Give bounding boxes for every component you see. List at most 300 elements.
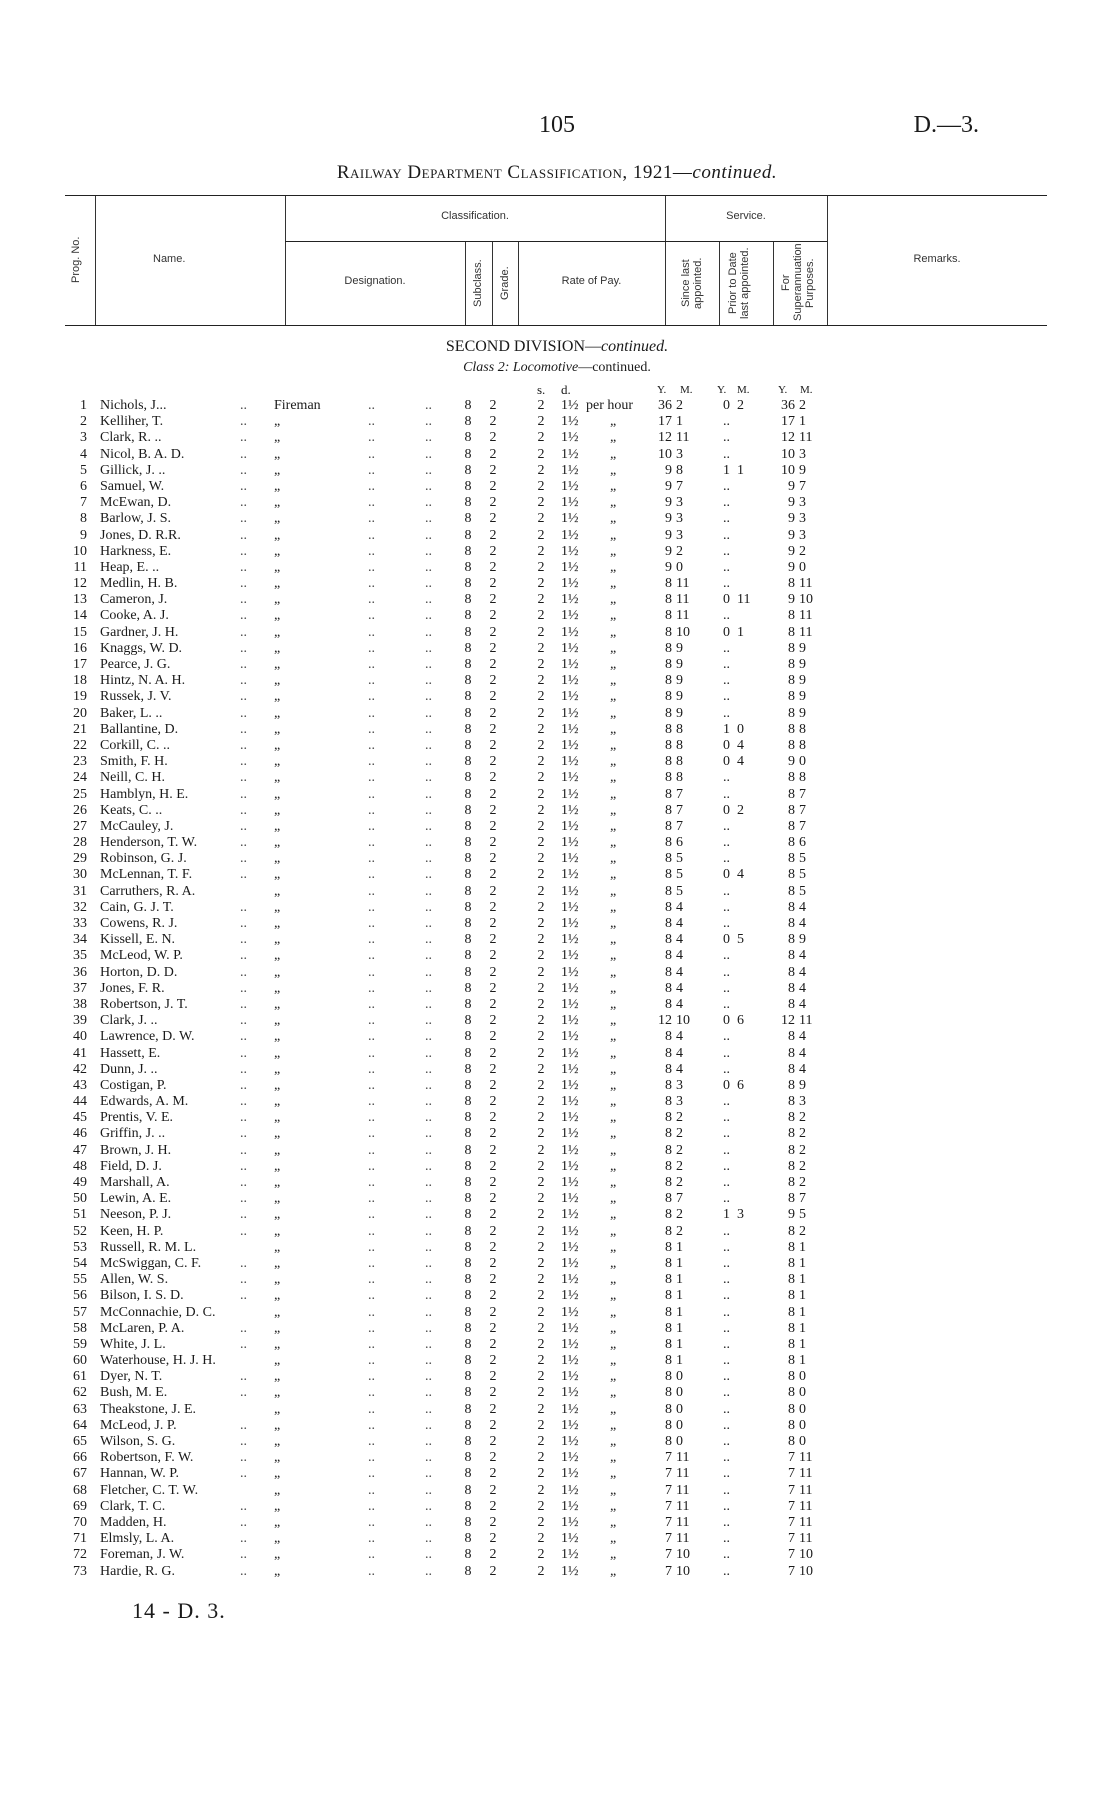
table-row [0,1385,1114,1401]
pay-unit-cell: „ [610,1142,617,1158]
pay-pence-cell: 1½ [561,754,579,770]
prior-years-cell: 0 [723,398,730,413]
pay-unit-cell: „ [610,1450,617,1466]
pay-unit-cell: „ [610,1239,617,1255]
prog-no-cell: 43 [73,1077,87,1093]
subclass-cell: 8 [464,527,472,543]
leader-dots: .. [368,1482,375,1498]
leader-dots: .. [425,1304,432,1320]
super-months-cell: 0 [799,1385,806,1401]
grade-cell: 2 [489,1514,497,1530]
prog-no-cell: 63 [73,1401,87,1417]
prog-no-cell: 23 [73,754,87,770]
since-years-cell: 7 [665,1514,672,1530]
since-years-cell: 8 [665,1385,672,1401]
grade-cell: 2 [489,1531,497,1547]
prior-years-cell: .. [723,1482,730,1498]
prog-no-cell: 9 [80,527,87,543]
table-row [0,867,1114,883]
since-years-cell: 8 [665,1288,672,1304]
since-months-cell: 1 [676,1272,683,1288]
leader-dots: .. [368,414,375,430]
grade-cell: 2 [489,1142,497,1158]
since-months-cell: 2 [676,1223,683,1239]
class-heading [0,360,1114,376]
prior-years-cell: .. [723,1175,730,1190]
super-years-cell: 8 [788,1094,795,1110]
leader-dots: .. [240,1126,247,1142]
since-months-cell: 5 [676,883,683,899]
since-months-cell: 8 [676,770,683,786]
table-row [0,1240,1114,1256]
leader-dots: .. [240,948,247,964]
since-years-cell: 7 [665,1547,672,1563]
pay-shillings-cell: 2 [537,624,545,640]
since-years-cell: 8 [665,737,672,753]
pay-pence-cell: 1½ [561,543,579,559]
since-years-cell: 8 [665,624,672,640]
leader-dots: .. [240,576,247,592]
designation-cell: „ [274,1498,281,1514]
super-years-cell: 9 [788,511,795,527]
prior-years-cell: .. [723,1272,730,1288]
pay-pence-cell: 1½ [561,1369,579,1385]
super-years-cell: 36 [781,398,795,413]
prior-years-cell: .. [723,883,730,899]
grade-cell: 2 [489,673,497,689]
designation-cell: „ [274,964,281,980]
since-months-cell: 11 [676,1498,690,1514]
pay-shillings-cell: 2 [537,1336,545,1352]
leader-dots: .. [368,1320,375,1336]
prior-years-cell: .. [723,414,730,430]
subclass-cell: 8 [464,1466,472,1482]
designation-cell: „ [274,1531,281,1547]
leader-dots: .. [425,527,432,543]
super-months-cell: 5 [799,1207,806,1223]
table-row [0,625,1114,641]
super-years-cell: 8 [788,1110,795,1126]
leader-dots: .. [425,867,432,883]
pay-unit-cell: „ [610,1158,617,1174]
unit-years-1: Y. [657,384,667,396]
grade-cell: 2 [489,543,497,559]
prior-years-cell: .. [723,1353,730,1369]
super-years-cell: 8 [788,1320,795,1336]
pay-pence-cell: 1½ [561,818,579,834]
leader-dots: .. [368,462,375,478]
designation-cell: „ [274,1045,281,1061]
subclass-cell: 8 [464,786,472,802]
super-months-cell: 11 [799,576,813,592]
since-months-cell: 5 [676,867,683,883]
table-row [0,1046,1114,1062]
division-continued: continued. [601,338,669,355]
super-years-cell: 8 [788,576,795,592]
pay-unit-cell: „ [610,1191,617,1207]
since-months-cell: 0 [676,1401,683,1417]
pay-shillings-cell: 2 [537,1013,545,1029]
class-continued: —continued. [578,360,651,375]
subclass-cell: 8 [464,1272,472,1288]
leader-dots: .. [368,851,375,867]
leader-dots: .. [240,1547,247,1563]
leader-dots: .. [425,559,432,575]
leader-dots: .. [425,1094,432,1110]
name-cell: McLeod, J. P. [100,1417,177,1433]
leader-dots: .. [368,996,375,1012]
since-years-cell: 9 [665,478,672,494]
name-cell: Wilson, S. G. [100,1434,176,1449]
leader-dots: .. [368,754,375,770]
pay-unit-cell: „ [610,1061,617,1077]
leader-dots: .. [425,1158,432,1174]
prog-no-cell: 2 [80,414,87,430]
table-row [0,641,1114,657]
super-years-cell: 8 [788,1077,795,1093]
prior-years-cell: .. [723,430,730,446]
grade-cell: 2 [489,592,497,608]
grade-cell: 2 [489,737,497,753]
leader-dots: .. [425,1126,432,1142]
super-months-cell: 1 [799,1255,806,1271]
since-years-cell: 9 [665,559,672,575]
since-years-cell: 8 [665,1255,672,1271]
super-months-cell: 0 [799,1369,806,1385]
designation-cell: „ [274,1401,281,1417]
super-years-cell: 8 [788,721,795,737]
pay-unit-cell: „ [610,851,617,867]
leader-dots: .. [425,737,432,753]
super-years-cell: 8 [788,1417,795,1433]
pay-shillings-cell: 2 [537,1514,545,1530]
since-years-cell: 8 [665,754,672,770]
name-cell: Prentis, V. E. [100,1110,173,1126]
prog-no-cell: 8 [80,511,87,527]
since-months-cell: 11 [676,1531,690,1547]
subclass-cell: 8 [464,1158,472,1174]
subclass-cell: 8 [464,1142,472,1158]
pay-unit-cell: „ [610,608,617,624]
pay-shillings-cell: 2 [537,802,545,818]
pay-pence-cell: 1½ [561,1077,579,1093]
since-months-cell: 1 [676,1255,683,1271]
name-cell: Cooke, A. J. [100,608,169,624]
since-months-cell: 7 [676,478,683,494]
subclass-cell: 8 [464,770,472,786]
since-months-cell: 8 [676,754,683,770]
super-months-cell: 4 [799,916,806,931]
grade-cell: 2 [489,1369,497,1385]
pay-shillings-cell: 2 [537,835,545,851]
pay-unit-cell: „ [610,576,617,592]
pay-shillings-cell: 2 [537,705,545,721]
pay-shillings-cell: 2 [537,737,545,753]
pay-unit-cell: „ [610,559,617,575]
prog-no-cell: 71 [73,1531,87,1547]
name-cell: Henderson, T. W. [100,835,198,851]
prior-years-cell: 0 [723,802,730,818]
pay-shillings-cell: 2 [537,1385,545,1401]
table-row [0,560,1114,576]
leader-dots: .. [368,640,375,656]
prog-no-cell: 70 [73,1514,87,1530]
since-years-cell: 8 [665,964,672,980]
since-months-cell: 4 [676,899,683,915]
pay-pence-cell: 1½ [561,996,579,1012]
pay-pence-cell: 1½ [561,737,579,753]
since-years-cell: 36 [658,398,672,413]
pay-shillings-cell: 2 [537,948,545,964]
prior-years-cell: .. [723,446,730,462]
super-months-cell: 10 [799,1547,813,1563]
since-years-cell: 7 [665,1498,672,1514]
pay-shillings-cell: 2 [537,673,545,689]
leader-dots: .. [368,495,375,511]
super-years-cell: 8 [788,624,795,640]
grade-cell: 2 [489,1175,497,1190]
grade-cell: 2 [489,689,497,705]
leader-dots: .. [425,721,432,737]
prog-no-cell: 26 [73,802,87,818]
since-months-cell: 10 [676,624,690,640]
super-years-cell: 8 [788,835,795,851]
pay-unit-cell: „ [610,867,617,883]
leader-dots: .. [368,1094,375,1110]
prog-no-cell: 25 [73,786,87,802]
super-months-cell: 0 [799,1417,806,1433]
designation-cell: „ [274,1353,281,1369]
super-years-cell: 8 [788,851,795,867]
since-years-cell: 9 [665,495,672,511]
table-row [0,1418,1114,1434]
table-row [0,592,1114,608]
prog-no-cell: 48 [73,1158,87,1174]
leader-dots: .. [425,1061,432,1077]
since-months-cell: 10 [676,1013,690,1029]
designation-cell: „ [274,462,281,478]
pay-pence-cell: 1½ [561,1223,579,1239]
designation-cell: „ [274,1288,281,1304]
super-months-cell: 7 [799,478,806,494]
unit-months-2: M. [737,384,750,396]
super-years-cell: 8 [788,1061,795,1077]
leader-dots: .. [240,543,247,559]
super-years-cell: 7 [788,1531,795,1547]
prog-no-cell: 59 [73,1336,87,1352]
pay-shillings-cell: 2 [537,1094,545,1110]
grade-cell: 2 [489,1110,497,1126]
designation-cell: „ [274,414,281,430]
pay-shillings-cell: 2 [537,1401,545,1417]
grade-cell: 2 [489,1385,497,1401]
leader-dots: .. [425,1353,432,1369]
since-years-cell: 7 [665,1531,672,1547]
leader-dots: .. [425,1466,432,1482]
prior-years-cell: .. [723,1029,730,1045]
since-months-cell: 11 [676,1466,690,1482]
table-row [0,770,1114,786]
super-months-cell: 11 [799,1531,813,1547]
leader-dots: .. [240,996,247,1012]
table-row [0,1515,1114,1531]
designation-cell: „ [274,705,281,721]
pay-shillings-cell: 2 [537,527,545,543]
super-years-cell: 8 [788,770,795,786]
pay-pence-cell: 1½ [561,398,579,413]
pay-unit-cell: „ [610,1498,617,1514]
pay-unit-cell: „ [610,899,617,915]
prog-no-cell: 17 [73,657,87,672]
grade-cell: 2 [489,1158,497,1174]
pay-pence-cell: 1½ [561,1385,579,1401]
super-years-cell: 9 [788,559,795,575]
pay-pence-cell: 1½ [561,802,579,818]
pay-unit-cell: „ [610,1336,617,1352]
designation-cell: „ [274,1320,281,1336]
subclass-cell: 8 [464,430,472,446]
pay-shillings-cell: 2 [537,559,545,575]
leader-dots: .. [368,1126,375,1142]
table-row [0,1450,1114,1466]
leader-dots: .. [425,1320,432,1336]
prog-no-cell: 10 [73,543,87,559]
leader-dots: .. [425,916,432,931]
subclass-cell: 8 [464,1369,472,1385]
grade-cell: 2 [489,559,497,575]
table-row [0,608,1114,624]
name-cell: Hardie, R. G. [100,1563,176,1579]
designation-cell: „ [274,640,281,656]
leader-dots: .. [240,770,247,786]
super-years-cell: 8 [788,948,795,964]
prior-years-cell: .. [723,1094,730,1110]
prior-years-cell: .. [723,1223,730,1239]
prog-no-cell: 5 [80,462,87,478]
pay-pence-cell: 1½ [561,1498,579,1514]
pay-pence-cell: 1½ [561,1401,579,1417]
super-years-cell: 8 [788,802,795,818]
since-years-cell: 9 [665,462,672,478]
table-row [0,706,1114,722]
leader-dots: .. [368,430,375,446]
designation-cell: „ [274,1077,281,1093]
leader-dots: .. [425,640,432,656]
grade-cell: 2 [489,899,497,915]
table-row [0,1369,1114,1385]
prior-years-cell: .. [723,1401,730,1417]
since-years-cell: 8 [665,1304,672,1320]
since-years-cell: 8 [665,1417,672,1433]
designation-cell: „ [274,511,281,527]
leader-dots: .. [240,511,247,527]
name-cell: Hintz, N. A. H. [100,673,186,689]
since-months-cell: 4 [676,932,683,948]
prog-no-cell: 46 [73,1126,87,1142]
leader-dots: .. [368,1255,375,1271]
subclass-cell: 8 [464,1336,472,1352]
super-years-cell: 8 [788,1434,795,1449]
since-months-cell: 1 [676,1353,683,1369]
grade-cell: 2 [489,1417,497,1433]
leader-dots: .. [368,1369,375,1385]
prog-no-cell: 20 [73,705,87,721]
designation-cell: „ [274,1094,281,1110]
leader-dots: .. [368,1272,375,1288]
name-cell: Pearce, J. G. [100,657,171,672]
pay-unit-cell: „ [610,1385,617,1401]
prior-years-cell: .. [723,527,730,543]
name-cell: Kelliher, T. [100,414,164,430]
header-subclass: Subclass. [472,259,484,307]
name-cell: McCauley, J. [100,818,174,834]
since-years-cell: 8 [665,851,672,867]
since-months-cell: 3 [676,511,683,527]
super-months-cell: 3 [799,511,806,527]
pay-pence-cell: 1½ [561,559,579,575]
leader-dots: .. [240,818,247,834]
pay-unit-cell: „ [610,1013,617,1029]
subclass-cell: 8 [464,576,472,592]
grade-cell: 2 [489,1272,497,1288]
subclass-cell: 8 [464,705,472,721]
prior-years-cell: .. [723,1498,730,1514]
since-months-cell: 9 [676,689,683,705]
pay-shillings-cell: 2 [537,818,545,834]
table-row [0,851,1114,867]
header-prior: Prior to Date last appointed. [727,247,751,319]
name-cell: Cowens, R. J. [100,916,178,931]
grade-cell: 2 [489,1401,497,1417]
super-years-cell: 8 [788,786,795,802]
since-months-cell: 6 [676,835,683,851]
table-row [0,1094,1114,1110]
pay-pence-cell: 1½ [561,430,579,446]
since-years-cell: 12 [658,430,672,446]
prog-no-cell: 51 [73,1207,87,1223]
leader-dots: .. [240,1077,247,1093]
leader-dots: .. [240,559,247,575]
super-months-cell: 1 [799,1336,806,1352]
since-years-cell: 8 [665,1434,672,1449]
table-row [0,1434,1114,1450]
leader-dots: .. [425,1223,432,1239]
name-cell: Allen, W. S. [100,1272,169,1288]
pay-pence-cell: 1½ [561,835,579,851]
table-row [0,576,1114,592]
since-months-cell: 3 [676,446,683,462]
pay-unit-cell: „ [610,1466,617,1482]
prior-years-cell: 0 [723,1013,730,1029]
title-main: Railway Department Classification, 1921— [336,162,693,183]
since-months-cell: 7 [676,818,683,834]
super-years-cell: 9 [788,527,795,543]
pay-shillings-cell: 2 [537,1175,545,1190]
name-cell: Robertson, F. W. [100,1450,194,1466]
prog-no-cell: 18 [73,673,87,689]
designation-cell: „ [274,1142,281,1158]
leader-dots: .. [425,1142,432,1158]
since-years-cell: 8 [665,640,672,656]
footer-signature: 14 - D. 3. [132,1598,226,1623]
name-cell: McSwiggan, C. F. [100,1255,202,1271]
super-months-cell: 2 [799,398,806,413]
designation-cell: „ [274,802,281,818]
super-years-cell: 8 [788,1223,795,1239]
super-years-cell: 10 [781,446,795,462]
table-row [0,689,1114,705]
designation-cell: „ [274,899,281,915]
